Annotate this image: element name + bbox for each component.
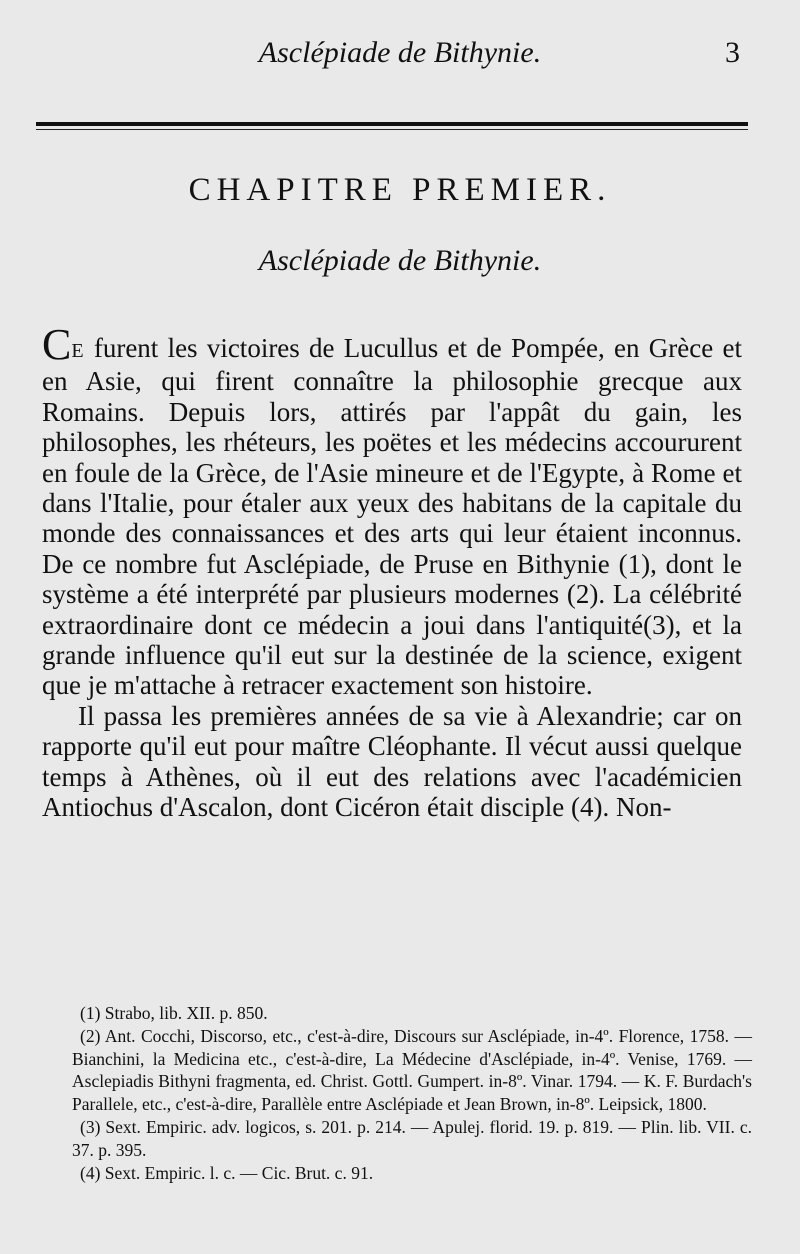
header-rule-thin	[36, 129, 748, 130]
header-rule	[36, 122, 748, 126]
footnote-3: (3) Sext. Empiric. adv. logicos, s. 201. p. 214. — Apulej. florid. 19. p. 819. — Plin. lib. VII. c. 37. p. 395.	[72, 1116, 752, 1160]
paragraph-2: Il passa les premières années de sa vie à Alexandrie; car on rapporte qu'il eut pour maître Cléophante. Il vécut aussi quelque temps à Athènes, où il eut des relations avec l'académicien Antiochus d'Ascalon, dont Cicéron était disciple (4). Non-	[42, 700, 742, 823]
chapter-subtitle: Asclépiade de Bithynie.	[258, 244, 542, 277]
small-caps-letter: E	[71, 340, 85, 362]
running-title: Asclépiade de Bithynie.	[258, 36, 542, 69]
footnote-1: (1) Strabo, lib. XII. p. 850.	[80, 1003, 268, 1023]
paragraph-1-text: furent les victoires de Lucullus et de Pompée, en Grèce et en Asie, qui firent connaître la philosophie grecque aux Romains. Depuis lors, attirés par l'appât du gain, les philosophes, les rhéteurs, les poëtes et les médecins accoururent en foule de la Grèce, de l'Asie mineure et de l'Egypte, à Rome et dans l'Italie, pour étaler aux yeux des habitans de la capitale du monde des connaissances et des arts qui leur étaient inconnus. De ce nombre fut Asclépiade, de Pruse en Bithynie (1), dont le système a été interprété par plusieurs modernes (2). La célébrité extraordinaire dont ce médecin a joui dans l'antiquité(3), et la grande influence qu'il eut sur la destinée de la science, exigent que je m'attache à retracer exactement son histoire.	[42, 333, 742, 701]
footnote-4: (4) Sext. Empiric. l. c. — Cic. Brut. c. 91.	[80, 1162, 374, 1183]
footnotes	[72, 1002, 752, 1184]
drop-cap: C	[42, 320, 72, 369]
footnote-2: (2) Ant. Cocchi, Discorso, etc., c'est-à-dire, Discours sur Asclépiade, in-4º. Florence, 1758. — Bianchini, la Medicina etc., c'est-à-dire, La Médecine d'Asclépiade, in-4º. Venise, 1769. — Asclepiadis Bithyni fragmenta, ed. Christ. Gottl. Gumpert. in-8º. Vinar. 1794. — K. F. Burdach's Parallele, etc., c'est-à-dire, Parallèle entre Asclépiade et Jean Brown, in-8º. Leipsick, 1800.	[72, 1025, 752, 1115]
running-head	[0, 36, 800, 80]
page-number: 3	[725, 36, 740, 69]
body-text	[42, 320, 742, 823]
paragraph-1	[42, 320, 742, 701]
chapter-heading: CHAPITRE PREMIER.	[188, 172, 612, 208]
